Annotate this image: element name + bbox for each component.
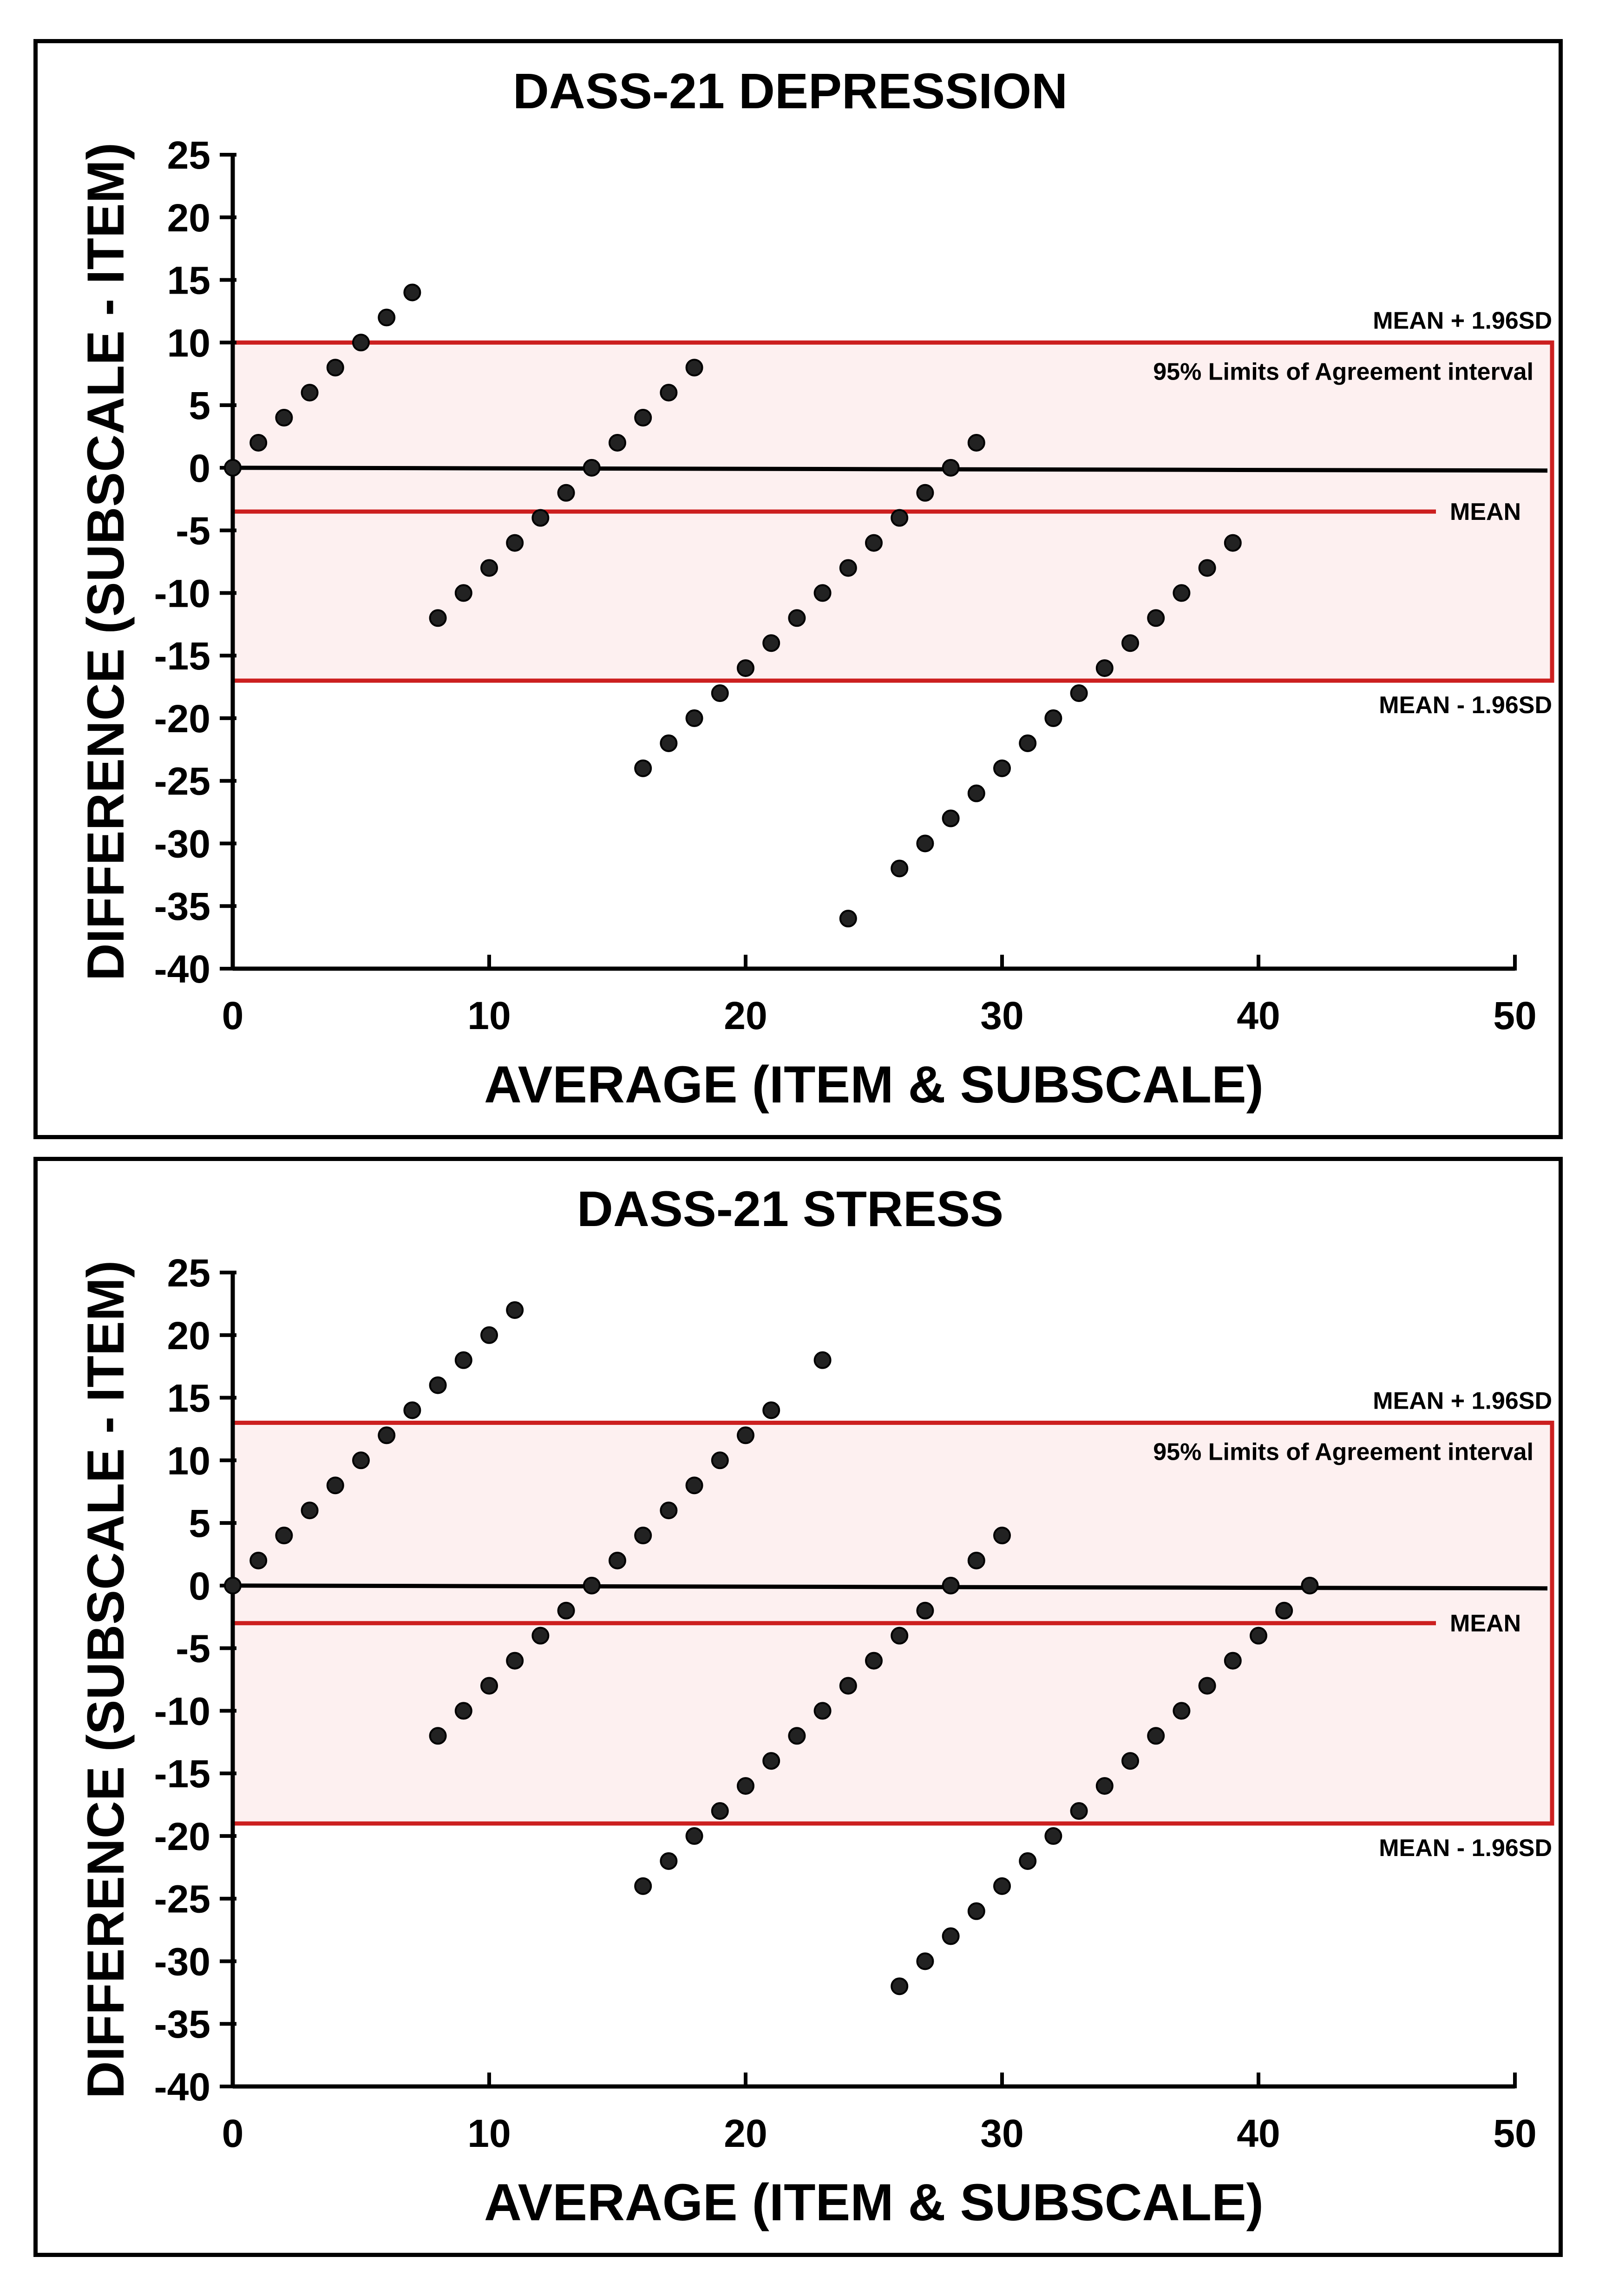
data-point bbox=[1148, 1728, 1164, 1744]
data-point bbox=[943, 1929, 959, 1944]
data-point bbox=[276, 1528, 292, 1543]
data-point bbox=[943, 1578, 959, 1594]
x-tick-label: 50 bbox=[1493, 2112, 1537, 2155]
data-point bbox=[891, 860, 907, 876]
x-tick-label: 0 bbox=[222, 994, 244, 1037]
data-point bbox=[943, 811, 959, 827]
data-point bbox=[481, 1678, 497, 1693]
data-point bbox=[481, 1327, 497, 1343]
data-point bbox=[738, 1427, 754, 1443]
data-point bbox=[815, 1703, 831, 1719]
data-point bbox=[866, 535, 882, 551]
data-point bbox=[328, 360, 343, 375]
y-tick-label: 5 bbox=[189, 384, 210, 428]
data-point bbox=[404, 1402, 420, 1418]
data-point bbox=[225, 460, 241, 476]
data-point bbox=[815, 585, 831, 601]
data-point bbox=[763, 635, 779, 651]
data-point bbox=[1071, 1803, 1087, 1819]
x-tick-label: 10 bbox=[467, 994, 511, 1037]
y-tick-label: 0 bbox=[189, 446, 210, 490]
x-axis-title: AVERAGE (ITEM & SUBSCALE) bbox=[484, 1056, 1264, 1114]
data-point bbox=[712, 1803, 728, 1819]
data-point bbox=[943, 460, 959, 476]
data-point bbox=[712, 685, 728, 701]
mean-label: MEAN bbox=[1450, 499, 1521, 526]
y-axis-title: DIFFERENCE (SUBSCALE - ITEM) bbox=[77, 1260, 135, 2099]
data-point bbox=[789, 610, 805, 626]
chart-stress bbox=[38, 1161, 1559, 2253]
data-point bbox=[635, 761, 651, 776]
chart-depression bbox=[38, 43, 1559, 1135]
data-point bbox=[917, 1953, 933, 1969]
x-tick-label: 30 bbox=[980, 994, 1024, 1037]
data-point bbox=[661, 735, 676, 751]
data-point bbox=[763, 1402, 779, 1418]
data-point bbox=[430, 610, 446, 626]
y-tick-label: 10 bbox=[167, 321, 210, 365]
data-point bbox=[712, 1452, 728, 1468]
y-tick-label: -30 bbox=[154, 822, 210, 866]
x-tick-label: 0 bbox=[222, 2112, 244, 2155]
y-tick-label: 15 bbox=[167, 1376, 210, 1420]
data-point bbox=[994, 1528, 1010, 1543]
data-point bbox=[1302, 1578, 1317, 1594]
chart-title: DASS-21 DEPRESSION bbox=[512, 63, 1068, 119]
y-tick-label: -35 bbox=[154, 2002, 210, 2047]
data-point bbox=[687, 360, 702, 375]
zero-line bbox=[233, 468, 1547, 471]
data-point bbox=[250, 435, 266, 451]
y-tick-label: -40 bbox=[154, 947, 210, 991]
interval-label: 95% Limits of Agreement interval bbox=[1153, 358, 1533, 386]
data-point bbox=[558, 485, 574, 501]
chart-panel-depression bbox=[33, 39, 1563, 1139]
data-point bbox=[687, 710, 702, 726]
data-point bbox=[994, 761, 1010, 776]
data-point bbox=[1020, 735, 1035, 751]
data-point bbox=[532, 1628, 548, 1644]
y-axis-title: DIFFERENCE (SUBSCALE - ITEM) bbox=[77, 142, 135, 981]
data-point bbox=[379, 1427, 394, 1443]
y-tick-label: -30 bbox=[154, 1940, 210, 1984]
data-point bbox=[969, 435, 984, 451]
data-point bbox=[1225, 1653, 1241, 1669]
data-point bbox=[815, 1352, 831, 1368]
upper-limit-label: MEAN + 1.96SD bbox=[1373, 1387, 1552, 1415]
x-tick-label: 40 bbox=[1237, 2112, 1280, 2155]
data-point bbox=[661, 1502, 676, 1518]
y-tick-label: -25 bbox=[154, 759, 210, 803]
data-point bbox=[969, 1553, 984, 1568]
data-point bbox=[250, 1553, 266, 1568]
data-point bbox=[840, 1678, 856, 1693]
data-point bbox=[840, 911, 856, 926]
zero-line bbox=[233, 1586, 1547, 1588]
data-point bbox=[917, 1603, 933, 1619]
y-tick-label: 15 bbox=[167, 258, 210, 302]
data-point bbox=[635, 1878, 651, 1894]
data-point bbox=[1173, 585, 1189, 601]
data-point bbox=[507, 535, 523, 551]
data-point bbox=[917, 835, 933, 851]
data-point bbox=[891, 510, 907, 526]
data-point bbox=[609, 1553, 625, 1568]
data-point bbox=[994, 1878, 1010, 1894]
data-point bbox=[456, 585, 472, 601]
chart-panel-stress bbox=[33, 1157, 1563, 2257]
data-point bbox=[456, 1352, 472, 1368]
x-tick-label: 10 bbox=[467, 2112, 511, 2155]
data-point bbox=[1045, 710, 1061, 726]
y-tick-label: 20 bbox=[167, 196, 210, 240]
data-point bbox=[302, 385, 318, 400]
data-point bbox=[507, 1653, 523, 1669]
data-point bbox=[353, 1452, 369, 1468]
y-tick-label: 10 bbox=[167, 1439, 210, 1483]
data-point bbox=[1199, 560, 1215, 576]
interval-label: 95% Limits of Agreement interval bbox=[1153, 1438, 1533, 1466]
data-point bbox=[404, 284, 420, 300]
y-tick-label: -10 bbox=[154, 1689, 210, 1733]
data-point bbox=[1251, 1628, 1266, 1644]
y-tick-label: 25 bbox=[167, 1251, 210, 1295]
data-point bbox=[789, 1728, 805, 1744]
data-point bbox=[661, 385, 676, 400]
lower-limit-label: MEAN - 1.96SD bbox=[1379, 692, 1552, 719]
data-point bbox=[1122, 635, 1138, 651]
data-point bbox=[891, 1628, 907, 1644]
data-point bbox=[969, 1903, 984, 1919]
data-point bbox=[917, 485, 933, 501]
data-point bbox=[276, 410, 292, 426]
y-tick-label: -20 bbox=[154, 696, 210, 741]
data-point bbox=[1225, 535, 1241, 551]
x-axis-title: AVERAGE (ITEM & SUBSCALE) bbox=[484, 2173, 1264, 2231]
data-point bbox=[507, 1302, 523, 1318]
data-point bbox=[353, 335, 369, 350]
data-point bbox=[456, 1703, 472, 1719]
data-point bbox=[379, 309, 394, 325]
data-point bbox=[891, 1978, 907, 1994]
data-point bbox=[1199, 1678, 1215, 1693]
data-point bbox=[481, 560, 497, 576]
data-point bbox=[1020, 1853, 1035, 1869]
data-point bbox=[302, 1502, 318, 1518]
y-tick-label: -15 bbox=[154, 634, 210, 678]
data-point bbox=[1122, 1753, 1138, 1769]
y-tick-label: -5 bbox=[176, 1627, 210, 1671]
data-point bbox=[738, 660, 754, 676]
data-point bbox=[763, 1753, 779, 1769]
data-point bbox=[609, 435, 625, 451]
y-tick-label: -5 bbox=[176, 509, 210, 553]
data-point bbox=[1173, 1703, 1189, 1719]
data-point bbox=[1071, 685, 1087, 701]
mean-label: MEAN bbox=[1450, 1610, 1521, 1637]
y-tick-label: -25 bbox=[154, 1877, 210, 1921]
y-tick-label: 20 bbox=[167, 1313, 210, 1358]
data-point bbox=[969, 786, 984, 801]
data-point bbox=[225, 1578, 241, 1594]
data-point bbox=[661, 1853, 676, 1869]
data-point bbox=[1097, 660, 1113, 676]
x-tick-label: 30 bbox=[980, 2112, 1024, 2155]
data-point bbox=[558, 1603, 574, 1619]
data-point bbox=[840, 560, 856, 576]
data-point bbox=[866, 1653, 882, 1669]
data-point bbox=[635, 410, 651, 426]
y-tick-label: -40 bbox=[154, 2065, 210, 2109]
y-tick-label: -20 bbox=[154, 1814, 210, 1858]
upper-limit-label: MEAN + 1.96SD bbox=[1373, 307, 1552, 335]
x-tick-label: 40 bbox=[1237, 994, 1280, 1037]
data-point bbox=[1045, 1828, 1061, 1844]
y-tick-label: -15 bbox=[154, 1752, 210, 1796]
data-point bbox=[1148, 610, 1164, 626]
y-tick-label: 5 bbox=[189, 1502, 210, 1546]
data-point bbox=[430, 1728, 446, 1744]
lower-limit-label: MEAN - 1.96SD bbox=[1379, 1834, 1552, 1862]
chart-title: DASS-21 STRESS bbox=[577, 1181, 1004, 1237]
x-tick-label: 20 bbox=[724, 2112, 767, 2155]
data-point bbox=[687, 1477, 702, 1493]
data-point bbox=[738, 1778, 754, 1794]
data-point bbox=[687, 1828, 702, 1844]
y-tick-label: 25 bbox=[167, 133, 210, 177]
data-point bbox=[584, 460, 600, 476]
y-tick-label: -35 bbox=[154, 885, 210, 929]
x-tick-label: 50 bbox=[1493, 994, 1537, 1037]
y-tick-label: -10 bbox=[154, 571, 210, 616]
x-tick-label: 20 bbox=[724, 994, 767, 1037]
data-point bbox=[584, 1578, 600, 1594]
data-point bbox=[1097, 1778, 1113, 1794]
y-tick-label: 0 bbox=[189, 1564, 210, 1608]
data-point bbox=[430, 1378, 446, 1393]
data-point bbox=[1276, 1603, 1292, 1619]
data-point bbox=[532, 510, 548, 526]
data-point bbox=[328, 1477, 343, 1493]
data-point bbox=[635, 1528, 651, 1543]
